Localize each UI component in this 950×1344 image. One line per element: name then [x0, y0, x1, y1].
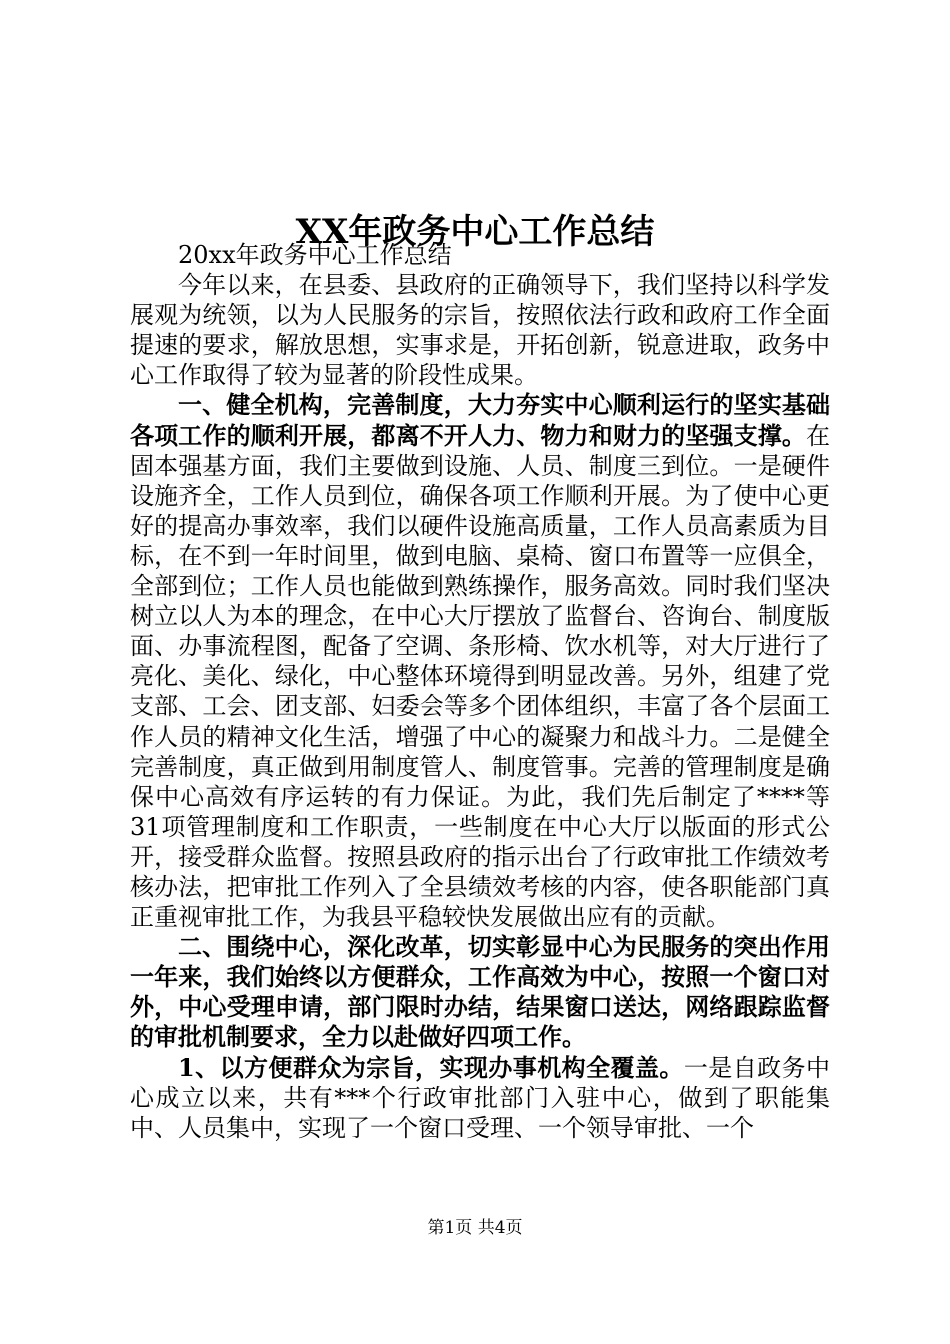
- document-title: XX年政务中心工作总结: [295, 211, 655, 252]
- paragraph-subsection-1: [130, 1053, 830, 1143]
- paragraph-text: 在固本强基方面，我们主要做到设施、人员、制度三到位。一是硬件设施齐全，工作人员到位，确保各项工作顺利开展。为了使中心更好的提高办事效率，我们以硬件设施高质量，工作人员高素质为目标，在不到一年时间里，做到电脑、桌椅、窗口布置等一应俱全，全部到位；工作人员也能做到熟练操作，服务高效。同时我们坚决树立以人为本的理念，在中心大厅摆放了监督台、咨询台、制度版面、办事流程图，配备了空调、条形椅、饮水机等，对大厅进行了亮化、美化、绿化，中心整体环境得到明显改善。另外，组建了党支部、工会、团支部、妇委会等多个团体组织，丰富了各个层面工作人员的精神文化生活，增强了中心的凝聚力和战斗力。二是健全完善制度，真正做到用制度管人、制度管事。完善的管理制度是确保中心高效有序运转的有力保证。为此，我们先后制定了****等31项管理制度和工作职责，一些制度在中心大厅以版面的形式公开，接受群众监督。按照县政府的指示出台了行政审批工作绩效考核办法，把审批工作列入了全县绩效考核的内容，使各职能部门真正重视审批工作，为我县平稳较快发展做出应有的贡献。: [130, 421, 830, 932]
- document-subtitle: 20xx年政务中心工作总结: [178, 241, 452, 269]
- subsection-heading: 1、以方便群众为宗旨，实现办事机构全覆盖。: [178, 1052, 684, 1082]
- paragraph-text: 今年以来，在县委、县政府的正确领导下，我们坚持以科学发展观为统领，以为人民服务的宗旨，按照依法行政和政府工作全面提速的要求，解放思想，实事求是，开拓创新，锐意进取，政务中心工作取得了较为显著的阶段性成果。: [130, 271, 830, 390]
- paragraph-section-1: [130, 390, 830, 932]
- paragraph-intro: [130, 270, 830, 390]
- paragraph-section-2: [130, 932, 830, 1052]
- document-body: [130, 240, 830, 1143]
- page-number-footer: 第1页 共4页: [427, 1218, 523, 1238]
- section-heading: 一、健全机构，完善制度，大力夯实中心顺利运行的坚实基础各项工作的顺利开展，都离不开人力、物力和财力的坚强支撑。: [130, 390, 830, 450]
- section-heading: 二、围绕中心，深化改革，切实彰显中心为民服务的突出作用一年来，我们始终以方便群众，工作高效为中心，按照一个窗口对外，中心受理申请，部门限时办结，结果窗口送达，网络跟踪监督的审批机制要求，全力以赴做好四项工作。: [130, 932, 830, 1052]
- paragraph-text: 一是自政务中心成立以来，共有***个行政审批部门入驻中心，做到了职能集中、人员集中，实现了一个窗口受理、一个领导审批、一个: [130, 1053, 831, 1142]
